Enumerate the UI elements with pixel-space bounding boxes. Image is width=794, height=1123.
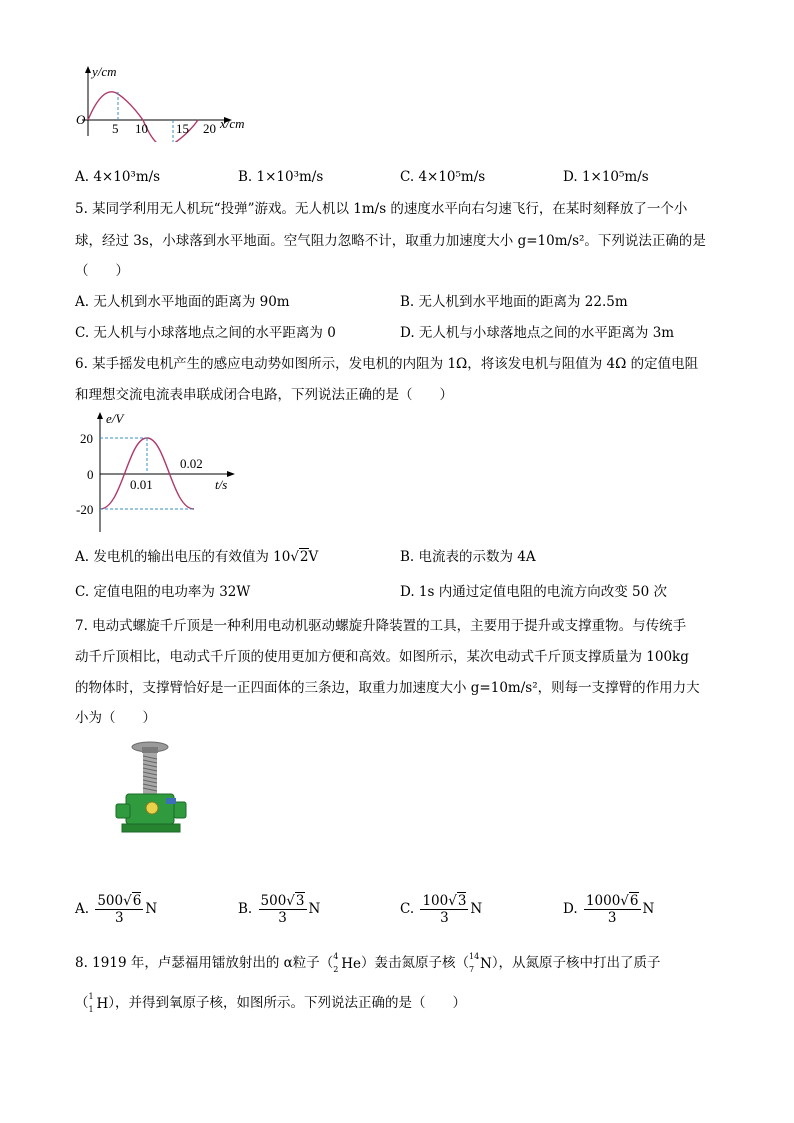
q6-option-c: C. 定值电阻的电功率为 32W [75, 584, 251, 600]
q5-line-3: （ ） [75, 263, 129, 279]
q7-line-4: 小为（ ） [75, 710, 156, 726]
emf-x-arrow [227, 471, 235, 477]
nitrogen-nuclide: 14 7 N [469, 951, 492, 974]
q5-line-2: 球，经过 3s，小球落到水平地面。空气阻力忽略不计，取重力加速度大小 g=10m/s²。下列说法正确的是 [75, 233, 706, 249]
emf-tick-20: 20 [80, 431, 93, 446]
wave-y-label: y/cm [92, 64, 117, 79]
wave-tick-5: 5 [112, 121, 119, 136]
emf-y-arrow [97, 412, 103, 419]
emf-tick-001: 0.01 [130, 477, 153, 492]
q7-option-b: B. $\frac{500√3}{3}$ N [238, 893, 321, 926]
wave-y-arrow [85, 66, 91, 73]
q7-line-1: 7. 电动式螺旋千斤顶是一种利用电动机驱动螺旋升降装置的工具，主要用于提升或支撑重物。与传统手 [75, 618, 687, 634]
q7-line-3: 的物体时，支撑臂恰好是一正四面体的三条边，取重力加速度大小 g=10m/s²，则每一支撑臂的作用力大 [75, 680, 700, 696]
q5-option-d: D. 无人机与小球落地点之间的水平距离为 3m [400, 325, 675, 341]
q6-option-b: B. 电流表的示数为 4A [400, 549, 536, 565]
helium-nuclide: 4 2 He [333, 951, 361, 974]
wave-tick-20: 20 [203, 121, 216, 136]
wave-graph [72, 62, 262, 142]
q4-option-a: A. 4×10³m/s [75, 169, 161, 185]
q5-line-1: 5. 某同学利用无人机玩“投弹”游戏。无人机以 1m/s 的速度水平向右匀速飞行，在某时刻释放了一个小 [75, 201, 688, 217]
q4-option-c: C. 4×10⁵m/s [400, 169, 486, 185]
wave-tick-15: 15 [176, 121, 189, 136]
q4-option-b: B. 1×10³m/s [238, 169, 324, 185]
q7-option-d: D. $\frac{1000√6}{3}$ N [563, 893, 655, 926]
q8-line-2: （ 1 1 H），并得到氧原子核，如图所示。下列说法正确的是（ ） [75, 991, 467, 1014]
q7-option-a: A. $\frac{500√6}{3}$ N [75, 893, 158, 926]
q6-line-2: 和理想交流电流表串联成闭合电路，下列说法正确的是（ ） [75, 387, 453, 403]
q4-option-d: D. 1×10⁵m/s [563, 169, 649, 185]
q5-option-a: A. 无人机到水平地面的距离为 90m [75, 294, 290, 310]
wave-origin: O [76, 112, 86, 127]
screw-jack-image [112, 738, 192, 838]
wave-x-label: x/cm [220, 116, 245, 131]
wave-tick-10: 10 [135, 121, 148, 136]
q7-line-2: 动千斤顶相比，电动式千斤顶的使用更加方便和高效。如图所示，某次电动式千斤顶支撑质量为 100kg [75, 649, 689, 665]
q7-option-c: C. $\frac{100√3}{3}$ N [400, 893, 483, 926]
emf-tick-002: 0.02 [180, 456, 203, 471]
emf-y-label: e/V [106, 411, 124, 426]
emf-tick-neg20: -20 [76, 502, 94, 517]
q5-option-b: B. 无人机到水平地面的距离为 22.5m [400, 294, 628, 310]
emf-tick-0: 0 [87, 467, 94, 482]
emf-x-label: t/s [215, 477, 228, 492]
emf-graph [72, 408, 242, 536]
hydrogen-nuclide: 1 1 H [88, 991, 109, 1014]
q6-option-d: D. 1s 内通过定值电阻的电流方向改变 50 次 [400, 584, 667, 600]
q5-option-c: C. 无人机与小球落地点之间的水平距离为 0 [75, 325, 336, 341]
q6-option-a: A. 发电机的输出电压的有效值为 10√2V [75, 549, 319, 565]
q8-line-1: 8. 1919 年，卢瑟福用镭放射出的 α粒子（ 4 2 He）轰击氮原子核（ 14 7 N），从氮原子核中打出了质子 [75, 951, 661, 974]
q6-line-1: 6. 某手摇发电机产生的感应电动势如图所示，发电机的内阻为 1Ω，将该发电机与阻值为 4Ω 的定值电阻 [75, 356, 699, 372]
